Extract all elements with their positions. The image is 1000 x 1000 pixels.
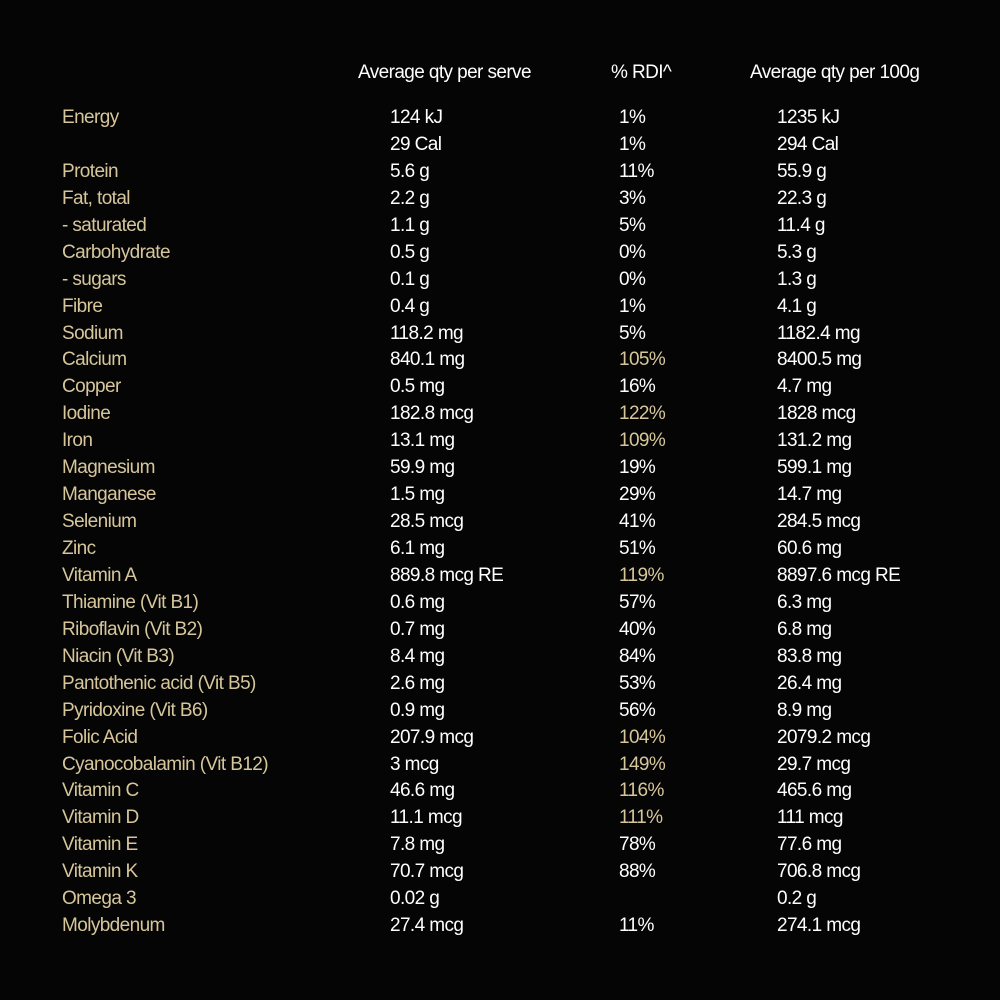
rdi-percent: 11% xyxy=(619,915,654,937)
header-per-100g: Average qty per 100g xyxy=(750,62,920,83)
qty-per-100g: 1235 kJ xyxy=(777,107,840,128)
table-row xyxy=(0,671,1000,698)
rdi-percent: 5% xyxy=(619,214,646,236)
nutrient-name: Omega 3 xyxy=(62,888,136,910)
rdi-percent: 16% xyxy=(619,376,656,398)
nutrient-rows xyxy=(0,105,1000,940)
qty-per-serve: 7.8 mg xyxy=(390,834,445,856)
rdi-percent: 3% xyxy=(619,187,646,209)
qty-per-serve: 1.5 mg xyxy=(390,484,445,506)
rdi-percent: 0% xyxy=(619,268,646,290)
qty-per-serve: 5.6 g xyxy=(390,160,430,182)
rdi-percent: 5% xyxy=(619,322,646,344)
table-row xyxy=(0,698,1000,725)
qty-per-serve: 0.6 mg xyxy=(390,591,445,613)
table-row xyxy=(0,347,1000,374)
table-row xyxy=(0,617,1000,644)
rdi-percent: 29% xyxy=(619,484,656,506)
nutrient-name: Iodine xyxy=(62,403,111,425)
rdi-percent: 1% xyxy=(619,107,646,128)
qty-per-100g: 465.6 mg xyxy=(777,780,852,802)
qty-per-serve: 0.1 g xyxy=(390,268,430,290)
table-row xyxy=(0,832,1000,859)
qty-per-100g: 77.6 mg xyxy=(777,834,842,856)
rdi-percent: 40% xyxy=(619,618,656,640)
qty-per-100g: 5.3 g xyxy=(777,241,817,263)
qty-per-100g: 6.3 mg xyxy=(777,591,832,613)
rdi-percent: 105% xyxy=(619,349,666,371)
nutrient-name: Vitamin D xyxy=(62,807,139,829)
qty-per-100g: 29.7 mcg xyxy=(777,753,851,775)
table-header xyxy=(0,62,1000,92)
table-row xyxy=(0,267,1000,294)
nutrient-name: Magnesium xyxy=(62,457,155,479)
qty-per-100g: 2079.2 mcg xyxy=(777,726,871,748)
nutrient-name: Selenium xyxy=(62,511,137,533)
rdi-percent: 78% xyxy=(619,834,656,856)
table-row xyxy=(0,859,1000,886)
rdi-percent: 84% xyxy=(619,645,656,667)
nutrient-name: - saturated xyxy=(62,214,147,236)
qty-per-serve: 0.5 g xyxy=(390,241,430,263)
header-rdi: % RDI^ xyxy=(611,62,672,83)
nutrient-name: Manganese xyxy=(62,484,156,506)
nutrient-name: Vitamin C xyxy=(62,780,139,802)
qty-per-100g: 0.2 g xyxy=(777,888,817,910)
qty-per-serve: 3 mcg xyxy=(390,753,439,775)
nutrient-name: Copper xyxy=(62,376,121,398)
qty-per-100g: 60.6 mg xyxy=(777,538,842,559)
qty-per-serve: 118.2 mg xyxy=(390,322,464,344)
rdi-percent: 116% xyxy=(619,780,664,802)
nutrient-name: Protein xyxy=(62,160,119,182)
qty-per-serve: 2.2 g xyxy=(390,187,430,209)
nutrient-name: Energy xyxy=(62,107,119,128)
table-row xyxy=(0,186,1000,213)
rdi-percent: 104% xyxy=(619,726,666,748)
rdi-percent: 53% xyxy=(619,672,656,694)
qty-per-serve: 0.02 g xyxy=(390,888,440,910)
nutrient-name: Thiamine (Vit B1) xyxy=(62,591,199,613)
rdi-percent: 149% xyxy=(619,753,666,775)
nutrient-name: Sodium xyxy=(62,322,123,344)
table-row xyxy=(0,321,1000,348)
table-row xyxy=(0,913,1000,940)
qty-per-100g: 6.8 mg xyxy=(777,618,832,640)
qty-per-100g: 111 mcg xyxy=(777,807,843,829)
rdi-percent: 1% xyxy=(619,295,646,317)
qty-per-100g: 1.3 g xyxy=(777,268,817,290)
table-row xyxy=(0,805,1000,832)
table-row xyxy=(0,563,1000,590)
qty-per-serve: 0.5 mg xyxy=(390,376,445,398)
nutrient-name: Pantothenic acid (Vit B5) xyxy=(62,672,256,694)
table-row xyxy=(0,105,1000,132)
table-row xyxy=(0,213,1000,240)
qty-per-100g: 8.9 mg xyxy=(777,699,832,721)
table-row xyxy=(0,374,1000,401)
table-row xyxy=(0,240,1000,267)
qty-per-serve: 0.4 g xyxy=(390,295,430,317)
table-row xyxy=(0,455,1000,482)
qty-per-serve: 124 kJ xyxy=(390,107,443,128)
qty-per-serve: 889.8 mcg RE xyxy=(390,564,504,586)
qty-per-100g: 1182.4 mg xyxy=(777,322,860,344)
qty-per-serve: 59.9 mg xyxy=(390,457,455,479)
qty-per-serve: 840.1 mg xyxy=(390,349,465,371)
nutrient-name: Vitamin A xyxy=(62,564,137,586)
nutrient-name: Vitamin E xyxy=(62,834,138,856)
nutrient-name: Cyanocobalamin (Vit B12) xyxy=(62,753,268,775)
qty-per-100g: 11.4 g xyxy=(777,214,825,236)
rdi-percent: 11% xyxy=(619,160,654,182)
qty-per-serve: 27.4 mcg xyxy=(390,915,464,937)
nutrient-name: Riboflavin (Vit B2) xyxy=(62,618,203,640)
rdi-percent: 19% xyxy=(619,457,656,479)
qty-per-serve: 28.5 mcg xyxy=(390,511,464,533)
table-row xyxy=(0,886,1000,913)
qty-per-100g: 14.7 mg xyxy=(777,484,842,506)
qty-per-100g: 26.4 mg xyxy=(777,672,842,694)
rdi-percent: 1% xyxy=(619,133,646,155)
qty-per-serve: 70.7 mcg xyxy=(390,861,464,883)
table-row xyxy=(0,752,1000,779)
qty-per-100g: 274.1 mcg xyxy=(777,915,861,937)
table-row xyxy=(0,590,1000,617)
qty-per-100g: 4.1 g xyxy=(777,295,817,317)
nutrient-name: Vitamin K xyxy=(62,861,138,883)
qty-per-serve: 8.4 mg xyxy=(390,645,445,667)
nutrient-name: Carbohydrate xyxy=(62,241,170,263)
table-row xyxy=(0,159,1000,186)
qty-per-100g: 131.2 mg xyxy=(777,430,852,452)
qty-per-serve: 0.9 mg xyxy=(390,699,445,721)
rdi-percent: 56% xyxy=(619,699,656,721)
qty-per-100g: 599.1 mg xyxy=(777,457,852,479)
qty-per-serve: 182.8 mcg xyxy=(390,403,474,425)
qty-per-serve: 207.9 mcg xyxy=(390,726,474,748)
table-row xyxy=(0,536,1000,563)
qty-per-serve: 6.1 mg xyxy=(390,538,445,559)
nutrient-name: Fat, total xyxy=(62,187,130,209)
nutrient-name: Fibre xyxy=(62,295,103,317)
table-row xyxy=(0,778,1000,805)
table-row xyxy=(0,644,1000,671)
table-row xyxy=(0,482,1000,509)
qty-per-serve: 1.1 g xyxy=(390,214,430,236)
nutrient-name: Pyridoxine (Vit B6) xyxy=(62,699,208,721)
rdi-percent: 119% xyxy=(619,564,664,586)
qty-per-serve: 29 Cal xyxy=(390,133,442,155)
rdi-percent: 88% xyxy=(619,861,656,883)
rdi-percent: 57% xyxy=(619,591,656,613)
nutrient-name: Calcium xyxy=(62,349,127,371)
qty-per-100g: 83.8 mg xyxy=(777,645,842,667)
rdi-percent: 0% xyxy=(619,241,646,263)
qty-per-100g: 55.9 g xyxy=(777,160,827,182)
qty-per-100g: 284.5 mcg xyxy=(777,511,861,533)
qty-per-serve: 11.1 mcg xyxy=(390,807,462,829)
table-row xyxy=(0,509,1000,536)
header-per-serve: Average qty per serve xyxy=(358,62,531,83)
qty-per-serve: 46.6 mg xyxy=(390,780,455,802)
rdi-percent: 51% xyxy=(619,538,656,559)
nutrient-name: Iron xyxy=(62,430,93,452)
qty-per-100g: 22.3 g xyxy=(777,187,827,209)
qty-per-serve: 13.1 mg xyxy=(390,430,455,452)
table-row xyxy=(0,294,1000,321)
qty-per-100g: 8400.5 mg xyxy=(777,349,862,371)
nutrient-name: - sugars xyxy=(62,268,126,290)
table-row xyxy=(0,401,1000,428)
nutrient-name: Molybdenum xyxy=(62,915,165,937)
qty-per-serve: 0.7 mg xyxy=(390,618,445,640)
qty-per-100g: 1828 mcg xyxy=(777,403,856,425)
rdi-percent: 122% xyxy=(619,403,666,425)
table-row xyxy=(0,725,1000,752)
rdi-percent: 41% xyxy=(619,511,656,533)
rdi-percent: 109% xyxy=(619,430,666,452)
rdi-percent: 111% xyxy=(619,807,663,829)
qty-per-100g: 706.8 mcg xyxy=(777,861,861,883)
qty-per-serve: 2.6 mg xyxy=(390,672,445,694)
nutrient-name: Zinc xyxy=(62,538,96,559)
qty-per-100g: 294 Cal xyxy=(777,133,839,155)
nutrient-name: Folic Acid xyxy=(62,726,138,748)
nutrient-name: Niacin (Vit B3) xyxy=(62,645,175,667)
qty-per-100g: 8897.6 mcg RE xyxy=(777,564,901,586)
table-row xyxy=(0,132,1000,159)
qty-per-100g: 4.7 mg xyxy=(777,376,832,398)
table-row xyxy=(0,428,1000,455)
